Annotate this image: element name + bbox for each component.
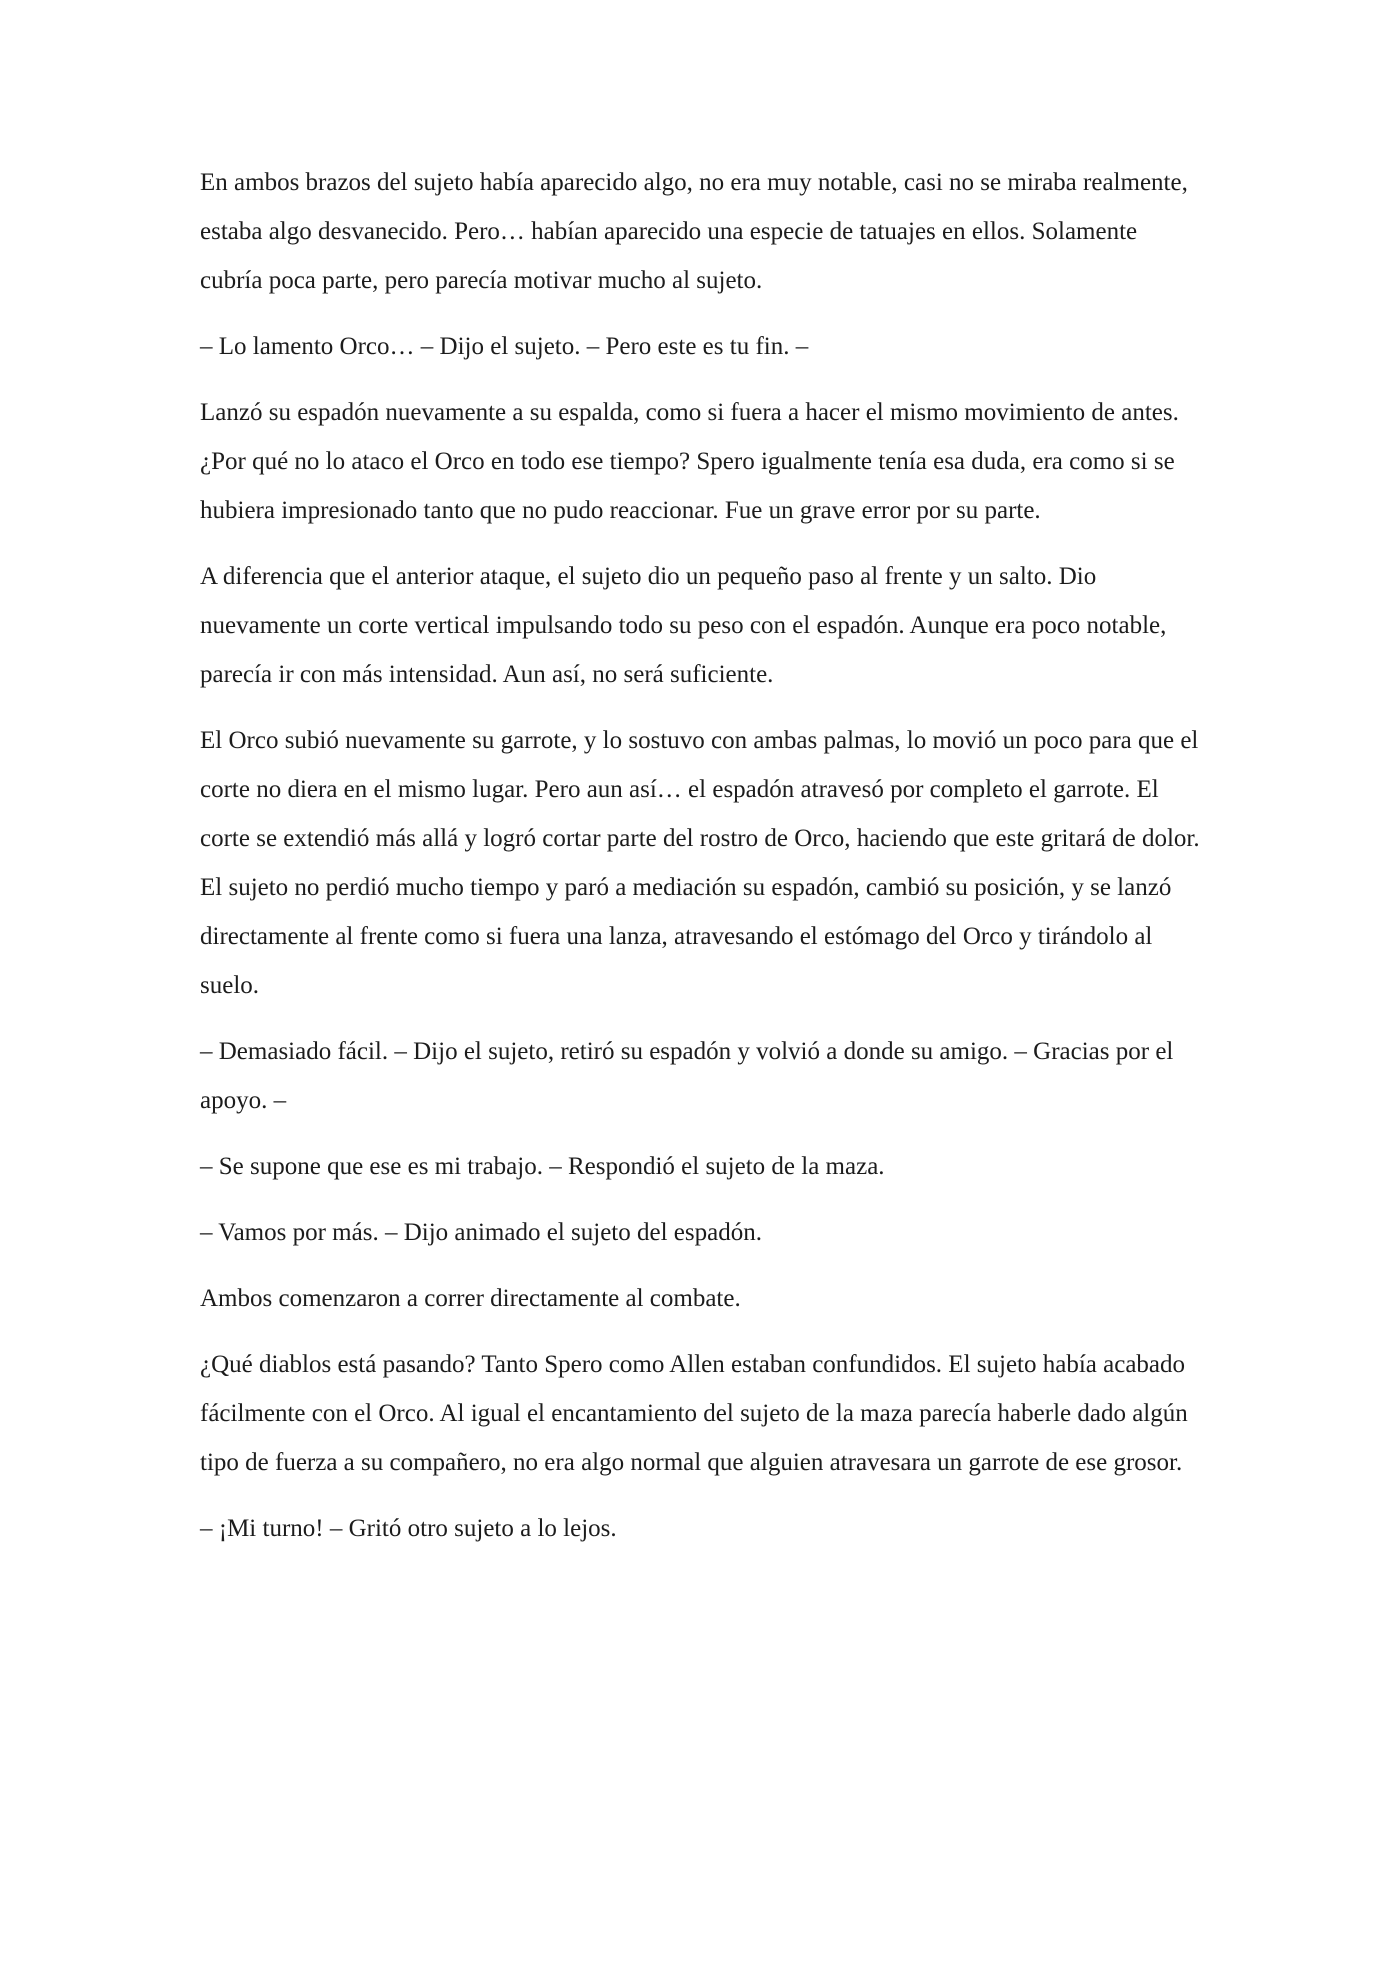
paragraph-7: – Se supone que ese es mi trabajo. – Respondió el sujeto de la maza. (200, 1153, 885, 1180)
paragraph-5: El Orco subió nuevamente su garrote, y lo sostuvo con ambas palmas, lo movió un poco para que el corte no diera en el mismo lugar. Pero aun así… el espadón atravesó por completo el garrote. El corte se extendió más allá y logró cortar parte del rostro de Orco, haciendo que este gritará de dolor. El sujeto no perdió mucho tiempo y paró a mediación su espadón, cambió su posición, y se lanzó directamente al frente como si fuera una lanza, atravesando el estómago del Orco y tirándolo al suelo. (200, 727, 1200, 999)
paragraph-3: Lanzó su espadón nuevamente a su espalda, como si fuera a hacer el mismo movimiento de antes. ¿Por qué no lo ataco el Orco en todo ese tiempo? Spero igualmente tenía esa duda, era como si se hubiera impresionado tanto que no pudo reaccionar. Fue un grave error por su parte. (200, 399, 1179, 524)
paragraph-9: Ambos comenzaron a correr directamente al combate. (200, 1285, 741, 1312)
paragraph-2: – Lo lamento Orco… – Dijo el sujeto. – Pero este es tu fin. – (200, 333, 809, 360)
paragraph-4: A diferencia que el anterior ataque, el sujeto dio un pequeño paso al frente y un salto. Dio nuevamente un corte vertical impulsando todo su peso con el espadón. Aunque era poco notable, parecía ir con más intensidad. Aun así, no será suficiente. (200, 563, 1167, 688)
paragraph-1: En ambos brazos del sujeto había aparecido algo, no era muy notable, casi no se miraba realmente, estaba algo desvanecido. Pero… habían aparecido una especie de tatuajes en ellos. Solamente cubría poca parte, pero parecía motivar mucho al sujeto. (200, 169, 1188, 294)
paragraph-6: – Demasiado fácil. – Dijo el sujeto, retiró su espadón y volvió a donde su amigo. – Gracias por el apoyo. – (200, 1038, 1174, 1114)
page-body (200, 158, 1200, 1570)
paragraph-10: ¿Qué diablos está pasando? Tanto Spero como Allen estaban confundidos. El sujeto había acabado fácilmente con el Orco. Al igual el encantamiento del sujeto de la maza parecía haberle dado algún tipo de fuerza a su compañero, no era algo normal que alguien atravesara un garrote de ese grosor. (200, 1351, 1188, 1476)
paragraph-11: – ¡Mi turno! – Gritó otro sujeto a lo lejos. (200, 1515, 617, 1542)
paragraph-8: – Vamos por más. – Dijo animado el sujeto del espadón. (200, 1219, 762, 1246)
